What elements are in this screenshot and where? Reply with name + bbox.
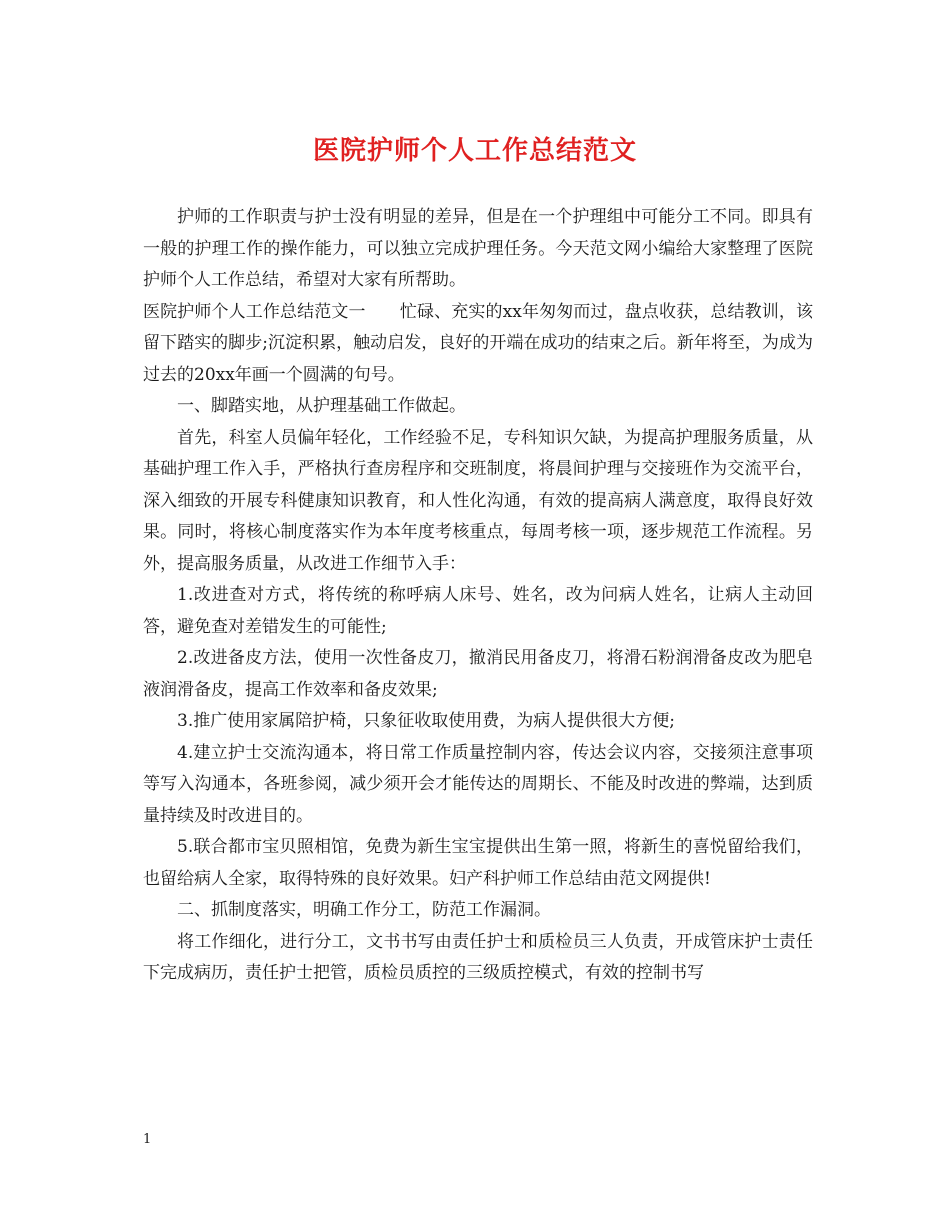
section-heading: 二、抓制度落实，明确工作分工，防范工作漏洞。	[177, 900, 551, 920]
list-item: 5.联合都市宝贝照相馆，免费为新生宝宝提供出生第一照，将新生的喜悦留给我们，也留给病人全家，取得特殊的良好效果。妇产科护师工作总结由范文网提供!	[143, 837, 813, 889]
paragraph: 医院护师个人工作总结范文一 忙碌、充实的xx年匆匆而过，盘点收获，总结教训，该留下踏实的脚步;沉淀积累，触动启发，良好的开端在成功的结束之后。新年将至，为成为过去的20xx年画一个圆满的句号。	[143, 301, 813, 385]
paragraph: 护师的工作职责与护士没有明显的差异，但是在一个护理组中可能分工不同。即具有一般的护理工作的操作能力，可以独立完成护理任务。今天范文网小编给大家整理了医院护师个人工作总结，希望对大家有所帮助。	[143, 207, 813, 290]
section-heading: 一、脚踏实地，从护理基础工作做起。	[177, 396, 466, 416]
list-item: 3.推广使用家属陪护椅，只象征收取使用费，为病人提供很大方便;	[177, 711, 675, 731]
list-item: 1.改进查对方式，将传统的称呼病人床号、姓名，改为问病人姓名，让病人主动回答，避免查对差错发生的可能性;	[143, 585, 813, 637]
document-body	[143, 202, 813, 990]
document-title: 医院护师个人工作总结范文	[312, 136, 637, 166]
list-item: 4.建立护士交流沟通本，将日常工作质量控制内容，传达会议内容，交接须注意事项等写入沟通本，各班参阅，减少须开会才能传达的周期长、不能及时改进的弊端，达到质量持续及时改进目的。	[143, 742, 813, 826]
page-number: 1	[143, 1132, 152, 1147]
paragraph: 首先，科室人员偏年轻化，工作经验不足，专科知识欠缺，为提高护理服务质量，从基础护理工作入手，严格执行查房程序和交班制度，将晨间护理与交接班作为交流平台，深入细致的开展专科健康知识教育，和人性化沟通，有效的提高病人满意度，取得良好效果。同时，将核心制度落实作为本年度考核重点，每周考核一项，逐步规范工作流程。另外，提高服务质量，从改进工作细节入手：	[143, 427, 813, 574]
list-item: 2.改进备皮方法，使用一次性备皮刀，撤消民用备皮刀，将滑石粉润滑备皮改为肥皂液润滑备皮，提高工作效率和备皮效果;	[143, 648, 813, 700]
paragraph: 将工作细化，进行分工，文书书写由责任护士和质检员三人负责，开成管床护士责任下完成病历，责任护士把管，质检员质控的三级质控模式，有效的控制书写	[143, 931, 813, 983]
